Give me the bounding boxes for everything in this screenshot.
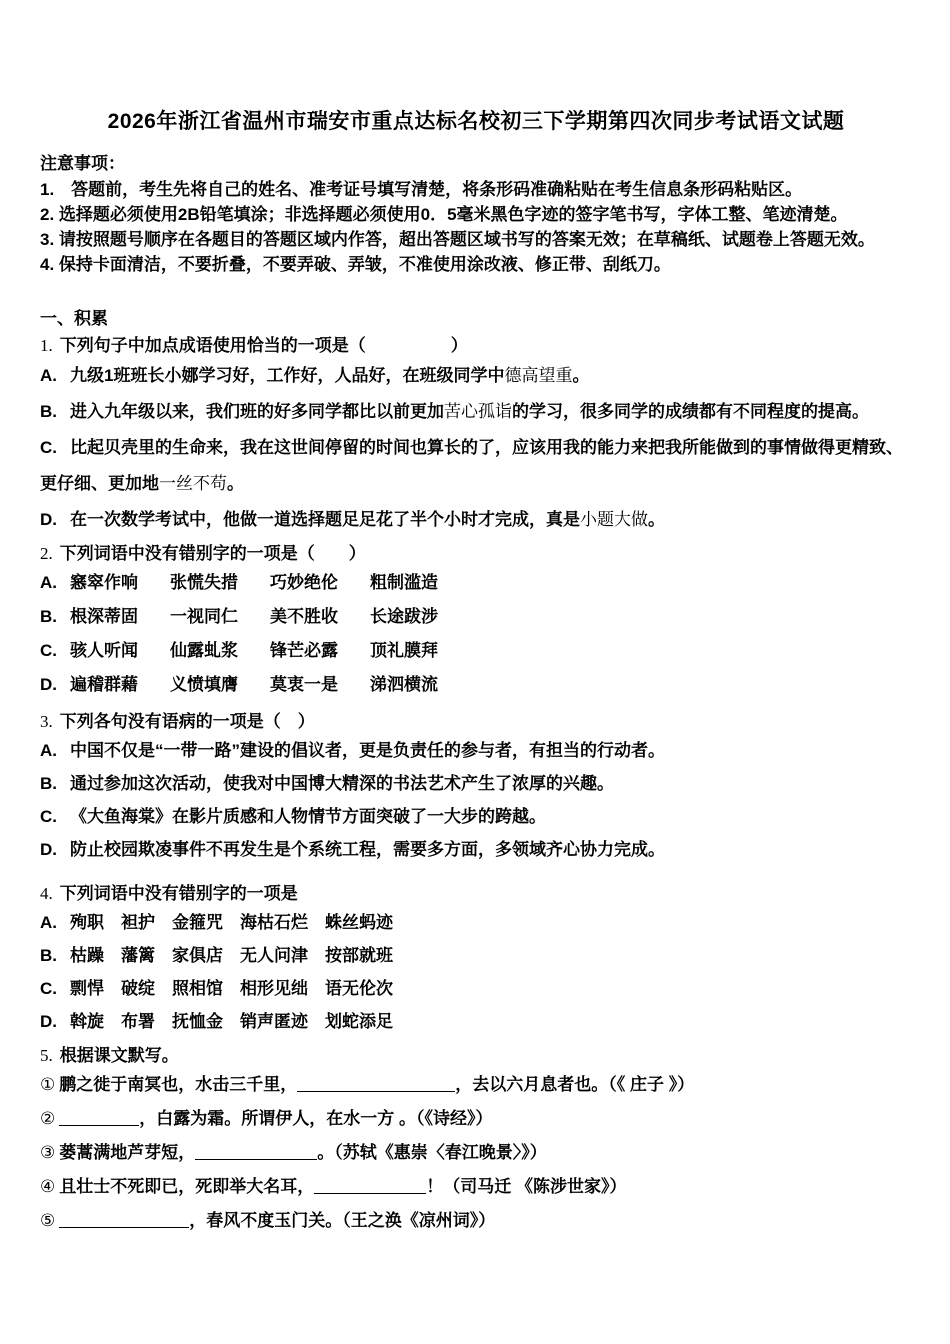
word-item: 销声匿迹 — [240, 1012, 308, 1031]
option-label: B. — [40, 607, 57, 626]
option-label: B. — [40, 774, 57, 793]
word-item: 骇人听闻 — [70, 641, 138, 660]
word-item: 长途跋涉 — [370, 607, 438, 626]
option-text: 防止校园欺凌事件不再发生是个系统工程，需要多方面，多领域齐心协力完成。 — [70, 840, 665, 859]
item-text: 。（苏轼《惠崇〈春江晚景〉》） — [317, 1143, 547, 1162]
option-label: B. — [40, 402, 57, 421]
word-item: 破绽 — [121, 979, 155, 998]
notice-item-2: 2. 选择题必须使用2B铅笔填涂；非选择题必须使用0．5毫米黑色字迹的签字笔书写，字体工整、笔迹清楚。 — [40, 205, 848, 224]
item-text: 鹏之徙于南冥也，水击三千里， — [59, 1075, 298, 1094]
notice-item-1: 1. 答题前，考生先将自己的姓名、准考证号填写清楚，将条形码准确粘贴在考生信息条形码粘贴区。 — [40, 180, 803, 199]
question-4 — [40, 882, 912, 1038]
word-item: 按部就班 — [325, 946, 393, 965]
word-item: 粗制滥造 — [370, 573, 438, 592]
blank-line — [59, 1211, 189, 1228]
item-circled-number: ④ — [40, 1177, 56, 1196]
word-item: 美不胜收 — [270, 607, 338, 626]
word-item: 家俱店 — [172, 946, 223, 965]
option-row-d — [40, 668, 912, 702]
option-row-b — [40, 939, 912, 972]
word-item: 殉职 — [70, 913, 104, 932]
question-4-options — [40, 906, 912, 1038]
word-item: 海枯石烂 — [240, 913, 308, 932]
item-text: 且壮士不死即已，死即举大名耳， — [59, 1177, 315, 1196]
option-row-c — [40, 634, 912, 668]
item-circled-number: ⑤ — [40, 1211, 56, 1230]
question-5-stem-text: 根据课文默写。 — [59, 1046, 179, 1065]
option-label: D. — [40, 840, 57, 859]
option-row-a — [40, 358, 912, 394]
word-item: 枯躁 — [70, 946, 104, 965]
question-5-items — [40, 1068, 912, 1238]
option-text: 。 — [648, 510, 665, 529]
question-2-options — [40, 566, 912, 702]
question-2-number: 2. — [40, 544, 53, 563]
question-4-stem — [40, 882, 912, 906]
option-label: A. — [40, 573, 57, 592]
item-text: ！（司马迁 《陈涉世家》） — [426, 1177, 627, 1196]
option-row-a — [40, 734, 912, 767]
option-row-a — [40, 906, 912, 939]
question-2-stem — [40, 542, 912, 566]
item-text: ，去以六月息者也。（《 庄子 》） — [455, 1075, 695, 1094]
option-text: 九级1班班长小娜学习好，工作好，人品好，在班级同学中 — [70, 366, 505, 385]
word-item: 剽悍 — [70, 979, 104, 998]
dictation-item-3 — [40, 1136, 912, 1170]
item-text: ，白露为霜。所谓伊人，在水一方 。（《诗经》） — [139, 1109, 493, 1128]
word-item: 抚恤金 — [172, 1012, 223, 1031]
dictation-item-5 — [40, 1204, 912, 1238]
page-title: 2026年浙江省温州市瑞安市重点达标名校初三下学期第四次同步考试语文试题 — [107, 110, 845, 133]
word-item: 蛛丝蚂迹 — [325, 913, 393, 932]
question-4-number: 4. — [40, 884, 53, 903]
item-circled-number: ③ — [40, 1143, 56, 1162]
item-text: ，春风不度玉门关。（王之涣《凉州词》） — [189, 1211, 496, 1230]
option-text: 比起贝壳里的生命来，我在这世间停留的时间也算长的了，应该用我的能力来把我所能做到的事情做得更精致、更仔细、更加地 — [40, 438, 903, 493]
option-label: C. — [40, 807, 57, 826]
question-4-stem-text: 下列词语中没有错别字的一项是 — [59, 884, 298, 903]
word-item: 语无伦次 — [325, 979, 393, 998]
question-1 — [40, 334, 912, 538]
notice-item-3: 3. 请按照题号顺序在各题目的答题区域内作答，超出答题区域书写的答案无效；在草稿纸、试题卷上答题无效。 — [40, 230, 875, 249]
word-item: 无人问津 — [240, 946, 308, 965]
word-item: 布署 — [121, 1012, 155, 1031]
blank-line — [297, 1075, 455, 1092]
word-item: 张慌失措 — [170, 573, 238, 592]
option-text: 《大鱼海棠》在影片质感和人物情节方面突破了一大步的跨越。 — [70, 807, 546, 826]
word-item: 袒护 — [121, 913, 155, 932]
question-1-stem-text: 下列句子中加点成语使用恰当的一项是（ ） — [59, 336, 468, 355]
option-row-c — [40, 972, 912, 1005]
option-row-d — [40, 833, 912, 866]
item-circled-number: ② — [40, 1109, 56, 1128]
question-5-number: 5. — [40, 1046, 53, 1065]
notices-heading: 注意事项： — [40, 154, 125, 173]
option-text: 的学习，很多同学的成绩都有不同程度的提高。 — [512, 402, 869, 421]
option-row-d — [40, 502, 912, 538]
question-1-number: 1. — [40, 336, 53, 355]
word-item: 金箍咒 — [172, 913, 223, 932]
question-3-stem — [40, 710, 912, 734]
word-item: 划蛇添足 — [325, 1012, 393, 1031]
section-heading-accumulation: 一、积累 — [40, 309, 108, 328]
dictation-item-2 — [40, 1102, 912, 1136]
option-label: A. — [40, 741, 57, 760]
option-row-d — [40, 1005, 912, 1038]
option-row-b — [40, 767, 912, 800]
option-row-c — [40, 800, 912, 833]
option-text: 进入九年级以来，我们班的好多同学都比以前更加 — [70, 402, 444, 421]
question-5-stem — [40, 1044, 912, 1068]
option-label: D. — [40, 510, 57, 529]
emphasized-idiom: 一丝不苟 — [159, 474, 227, 493]
question-3-options — [40, 734, 912, 866]
word-item: 涕泗横流 — [370, 675, 438, 694]
emphasized-idiom: 苦心孤诣 — [444, 402, 512, 421]
option-text: 在一次数学考试中，他做一道选择题足足花了半个小时才完成，真是 — [70, 510, 580, 529]
option-label: B. — [40, 946, 57, 965]
dictation-item-4 — [40, 1170, 912, 1204]
option-text: 。 — [227, 474, 244, 493]
word-item: 锋芒必露 — [270, 641, 338, 660]
word-item: 藩篱 — [121, 946, 155, 965]
option-text: 。 — [572, 366, 590, 385]
option-row-b — [40, 600, 912, 634]
item-text: 蒌蒿满地芦芽短， — [59, 1143, 196, 1162]
question-1-options — [40, 358, 912, 538]
question-1-stem — [40, 334, 912, 358]
option-label: C. — [40, 979, 57, 998]
item-circled-number: ① — [40, 1075, 56, 1094]
option-text: 通过参加这次活动，使我对中国博大精深的书法艺术产生了浓厚的兴趣。 — [70, 774, 614, 793]
option-text: 中国不仅是“一带一路”建设的倡议者，更是负责任的参与者，有担当的行动者。 — [70, 741, 665, 760]
option-row-b — [40, 394, 912, 430]
notice-item-4: 4. 保持卡面清洁，不要折叠，不要弄破、弄皱，不准使用涂改液、修正带、刮纸刀。 — [40, 255, 671, 274]
word-item: 巧妙绝伦 — [270, 573, 338, 592]
option-label: C. — [40, 641, 57, 660]
option-label: A. — [40, 366, 57, 385]
option-row-c — [40, 430, 912, 502]
word-item: 仙露虬浆 — [170, 641, 238, 660]
word-item: 遍稽群藉 — [70, 675, 138, 694]
word-item: 根深蒂固 — [70, 607, 138, 626]
word-item: 义愤填膺 — [170, 675, 238, 694]
question-5 — [40, 1044, 912, 1238]
option-label: A. — [40, 913, 57, 932]
word-item: 相形见绌 — [240, 979, 308, 998]
question-3-stem-text: 下列各句没有语病的一项是（ ） — [59, 712, 315, 731]
blank-line — [195, 1143, 317, 1160]
option-label: D. — [40, 675, 57, 694]
notices-block — [40, 151, 912, 277]
blank-line — [59, 1109, 139, 1126]
word-item: 莫衷一是 — [270, 675, 338, 694]
word-item: 斡旋 — [70, 1012, 104, 1031]
dictation-item-1 — [40, 1068, 912, 1102]
question-2 — [40, 542, 912, 702]
word-item: 照相馆 — [172, 979, 223, 998]
option-label: C. — [40, 438, 57, 457]
word-item: 顶礼膜拜 — [370, 641, 438, 660]
emphasized-idiom: 德高望重 — [504, 366, 573, 385]
word-item: 一视同仁 — [170, 607, 238, 626]
blank-line — [314, 1177, 426, 1194]
word-item: 窸窣作响 — [70, 573, 138, 592]
question-3-number: 3. — [40, 712, 53, 731]
option-label: D. — [40, 1012, 57, 1031]
question-3 — [40, 710, 912, 866]
emphasized-idiom: 小题大做 — [580, 510, 648, 529]
option-row-a — [40, 566, 912, 600]
question-2-stem-text: 下列词语中没有错别字的一项是（ ） — [59, 544, 366, 563]
